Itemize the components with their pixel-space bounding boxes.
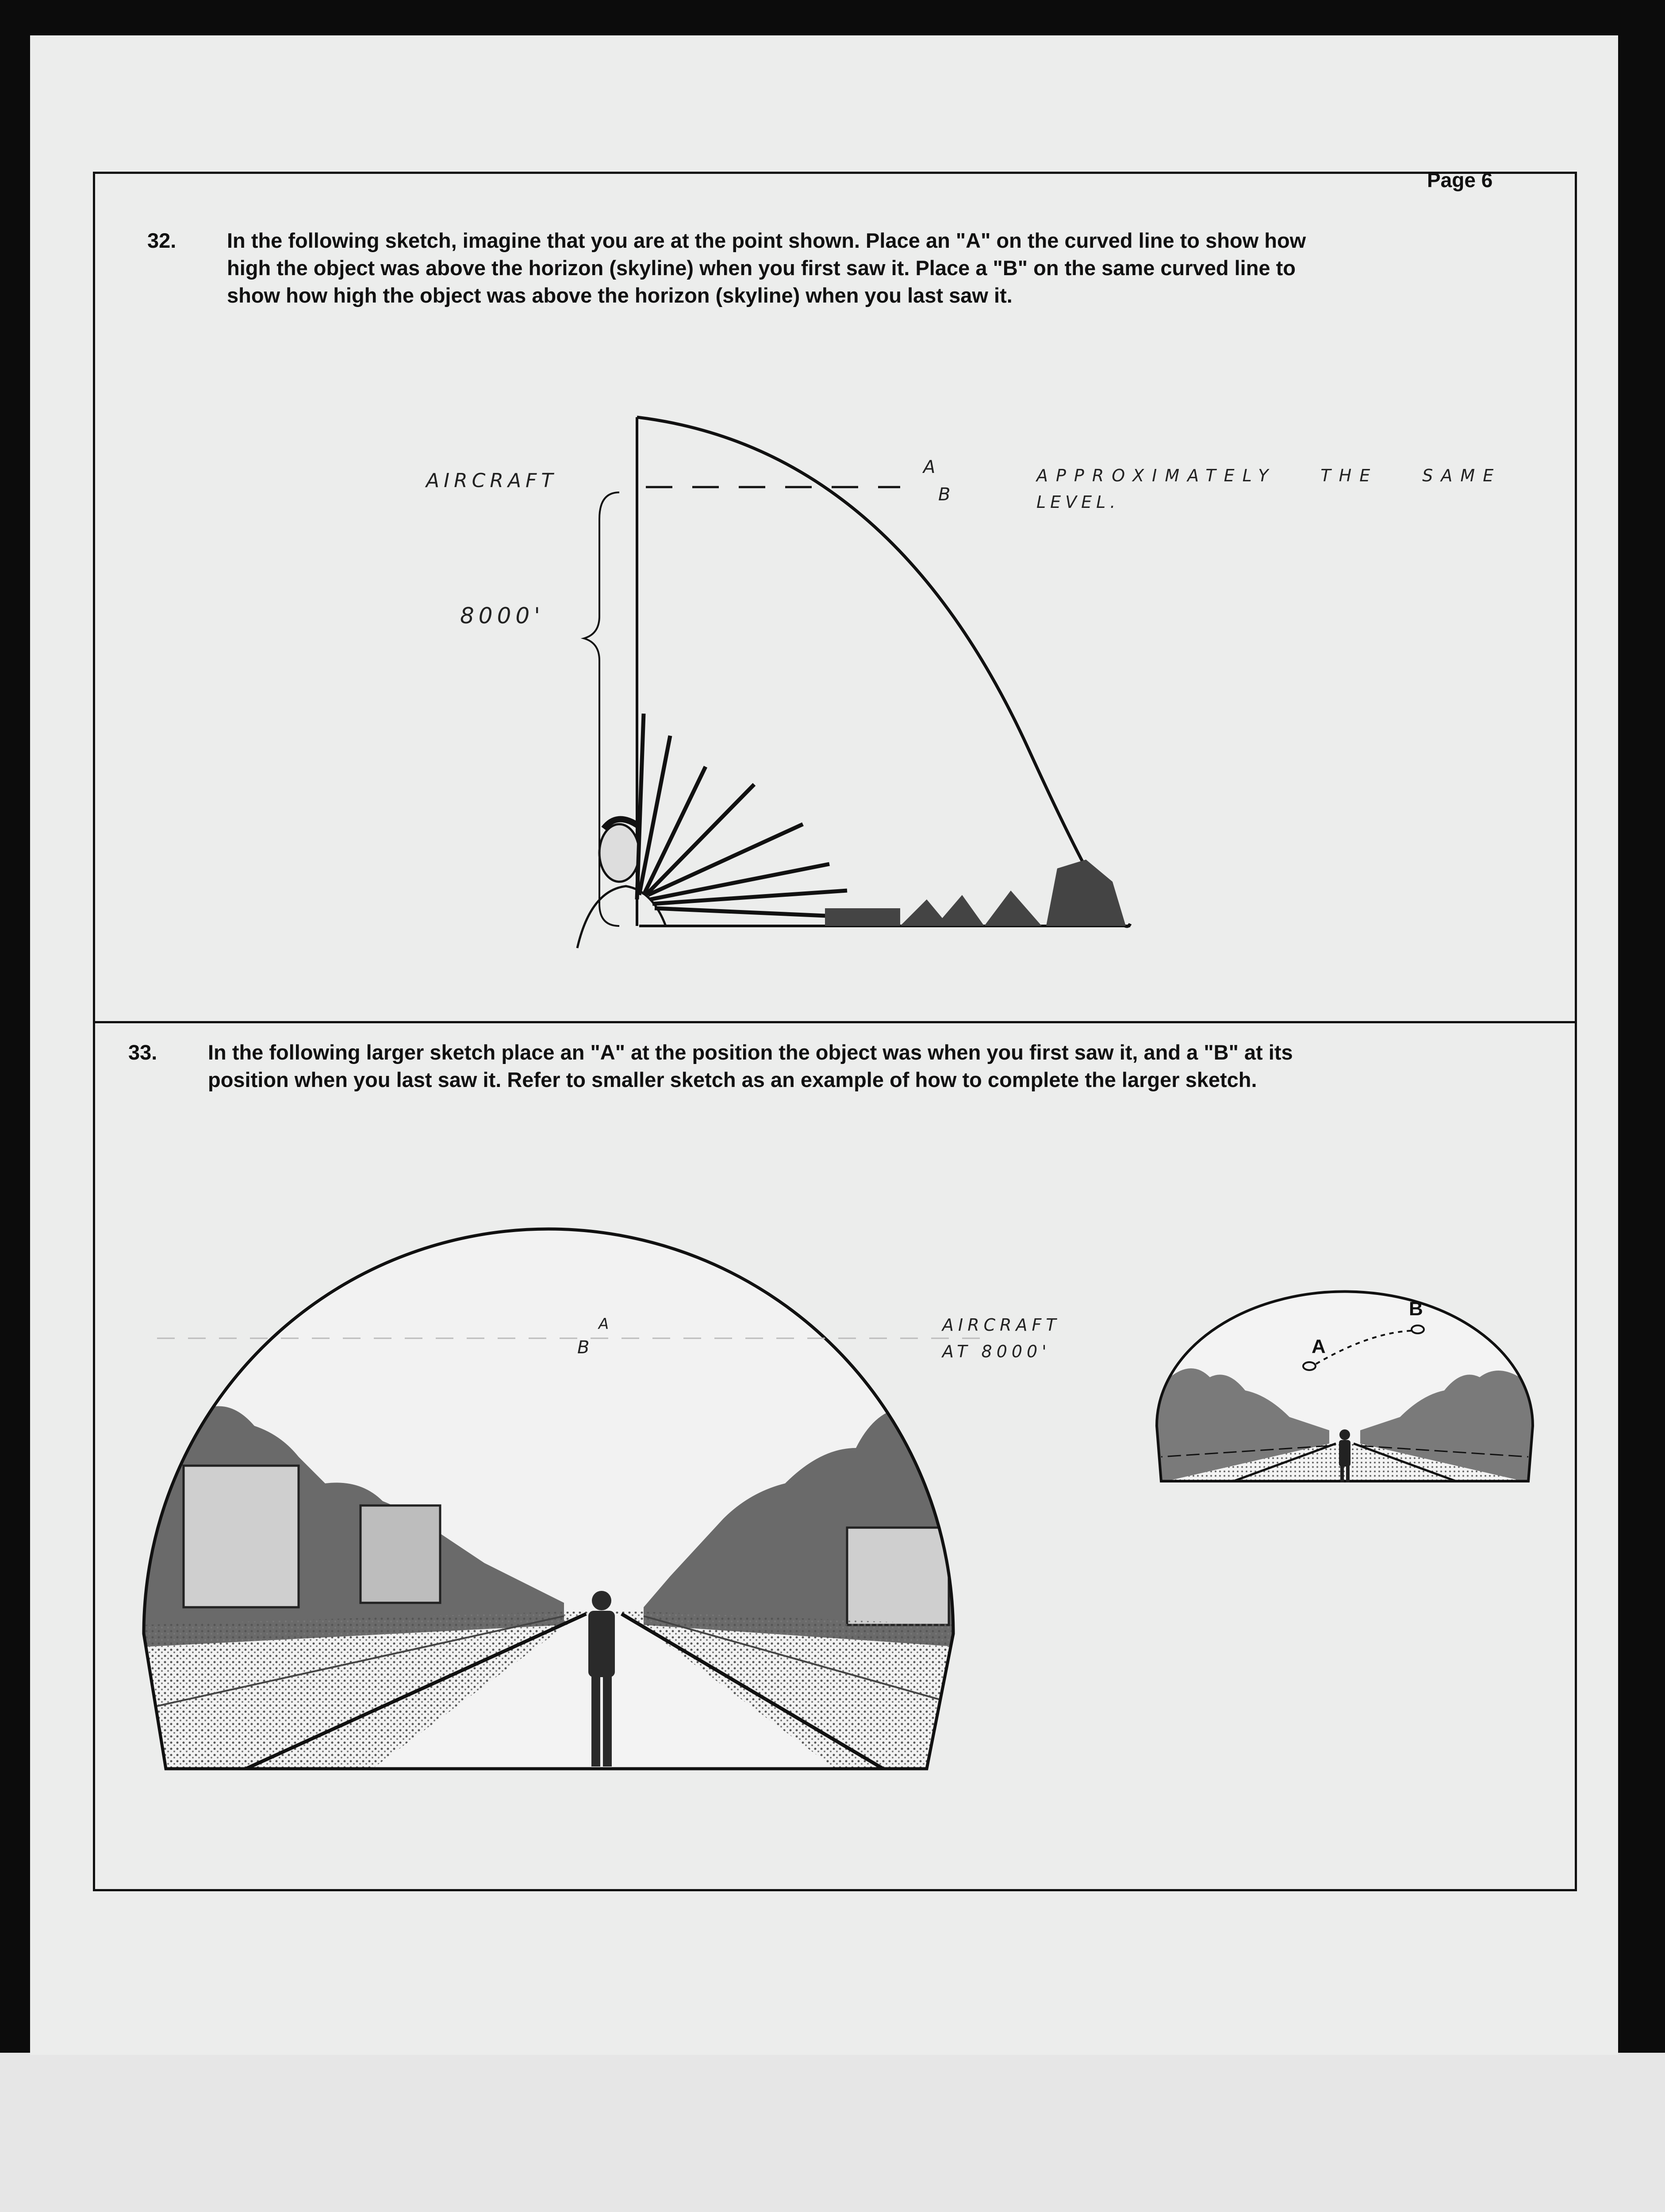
question-32-line-1: In the following sketch, imagine that you are at the point shown. Place an "A" on the curved line to show how <box>227 229 1306 252</box>
approximately-note: APPROXIMATELY THE SAME <box>1036 466 1502 485</box>
level-note: LEVEL. <box>1036 492 1120 512</box>
page-number: Page 6 <box>1427 169 1493 192</box>
question-33-number: 33. <box>128 1041 157 1064</box>
question-33-line-1: In the following larger sketch place an "A" at the position the object was when you first saw it, and a "B" at its <box>208 1041 1293 1064</box>
example-mark-b: B <box>1409 1298 1423 1320</box>
mark-b-note: B <box>938 484 955 505</box>
sketch-33-small-example <box>95 174 1579 1893</box>
mark-a-note: A <box>923 457 940 477</box>
underlying-page <box>0 2053 1665 2212</box>
question-32-number: 32. <box>147 229 176 252</box>
question-32-line-3: show how high the object was above the horizon (skyline) when you last saw it. <box>227 284 1013 307</box>
large-mark-a: A <box>598 1315 614 1333</box>
example-mark-a: A <box>1312 1336 1326 1357</box>
question-33-line-2: position when you last saw it. Refer to smaller sketch as an example of how to complete the larger sketch. <box>208 1068 1257 1091</box>
questions-frame <box>93 172 1577 1891</box>
question-32-line-2: high the object was above the horizon (skyline) when you first saw it. Place a "B" on the same curved line to <box>227 256 1296 280</box>
aircraft-note-large-1: AIRCRAFT <box>942 1315 1061 1335</box>
questionnaire-page <box>30 35 1618 2055</box>
aircraft-note-large-2: AT 8000' <box>942 1342 1051 1361</box>
large-mark-b: B <box>577 1337 594 1358</box>
altitude-note: 8000' <box>460 603 545 629</box>
aircraft-note: AIRCRAFT <box>426 469 558 492</box>
